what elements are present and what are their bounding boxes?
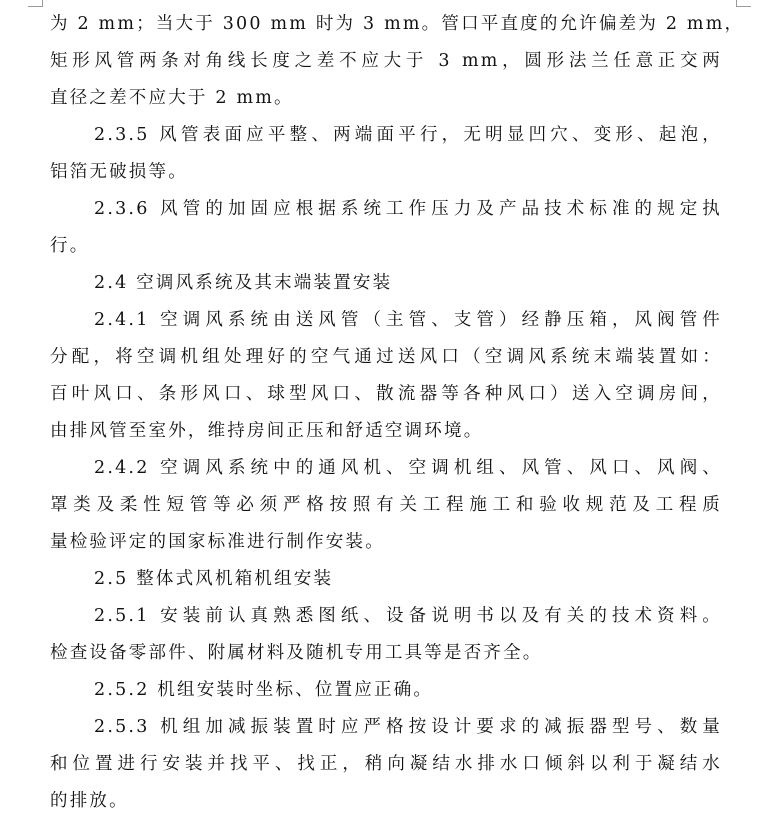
text-line: 直径之差不应大于 2 mm。 — [50, 88, 294, 108]
section-heading-2-4: 2.4 空调风系统及其末端装置安装 — [94, 273, 393, 293]
text-line: 铝箔无破损等。 — [50, 162, 188, 182]
page-corner-mark-left — [28, 0, 43, 7]
text-line: 检查设备零部件、附属材料及随机专用工具等是否齐全。 — [50, 643, 543, 663]
text-line: 分配，将空调机组处理好的空气通过送风口（空调风系统末端装置如： — [50, 347, 722, 367]
text-line: 行。 — [50, 236, 90, 256]
paragraph-2-5-2: 2.5.2 机组安装时坐标、位置应正确。 — [94, 680, 434, 700]
document-body — [50, 6, 745, 820]
paragraph-2-3-6: 2.3.6 风管的加固应根据系统工作压力及产品技术标准的规定执 — [94, 199, 722, 219]
text-line: 矩形风管两条对角线长度之差不应大于 3 mm，圆形法兰任意正交两 — [50, 51, 722, 71]
paragraph-2-5-3: 2.5.3 机组加减振装置时应严格按设计要求的减振器型号、数量 — [94, 717, 722, 737]
paragraph-2-4-1: 2.4.1 空调风系统由送风管（主管、支管）经静压箱，风阀管件 — [94, 310, 722, 330]
text-line: 为 2 mm；当大于 300 mm 时为 3 mm。管口平直度的允许偏差为 2 mm， — [50, 14, 745, 34]
text-line: 量检验评定的国家标准进行制作安装。 — [50, 532, 385, 552]
paragraph-2-3-5: 2.3.5 风管表面应平整、两端面平行，无明显凹穴、变形、起泡， — [94, 125, 722, 145]
text-line: 由排风管至室外，维持房间正压和舒适空调环境。 — [50, 421, 484, 441]
text-line: 罩类及柔性短管等必须严格按照有关工程施工和验收规范及工程质 — [50, 495, 722, 515]
paragraph-2-5-1: 2.5.1 安装前认真熟悉图纸、设备说明书以及有关的技术资料。 — [94, 606, 722, 626]
text-line: 的排放。 — [50, 791, 129, 811]
page-corner-mark-right — [736, 0, 751, 7]
paragraph-2-4-2: 2.4.2 空调风系统中的通风机、空调机组、风管、风口、风阀、 — [94, 458, 722, 478]
text-line: 和位置进行安装并找平、找正，稍向凝结水排水口倾斜以利于凝结水 — [50, 754, 722, 774]
section-heading-2-5: 2.5 整体式风机箱机组安装 — [94, 569, 334, 589]
text-line: 百叶风口、条形风口、球型风口、散流器等各种风口）送入空调房间， — [50, 384, 722, 404]
